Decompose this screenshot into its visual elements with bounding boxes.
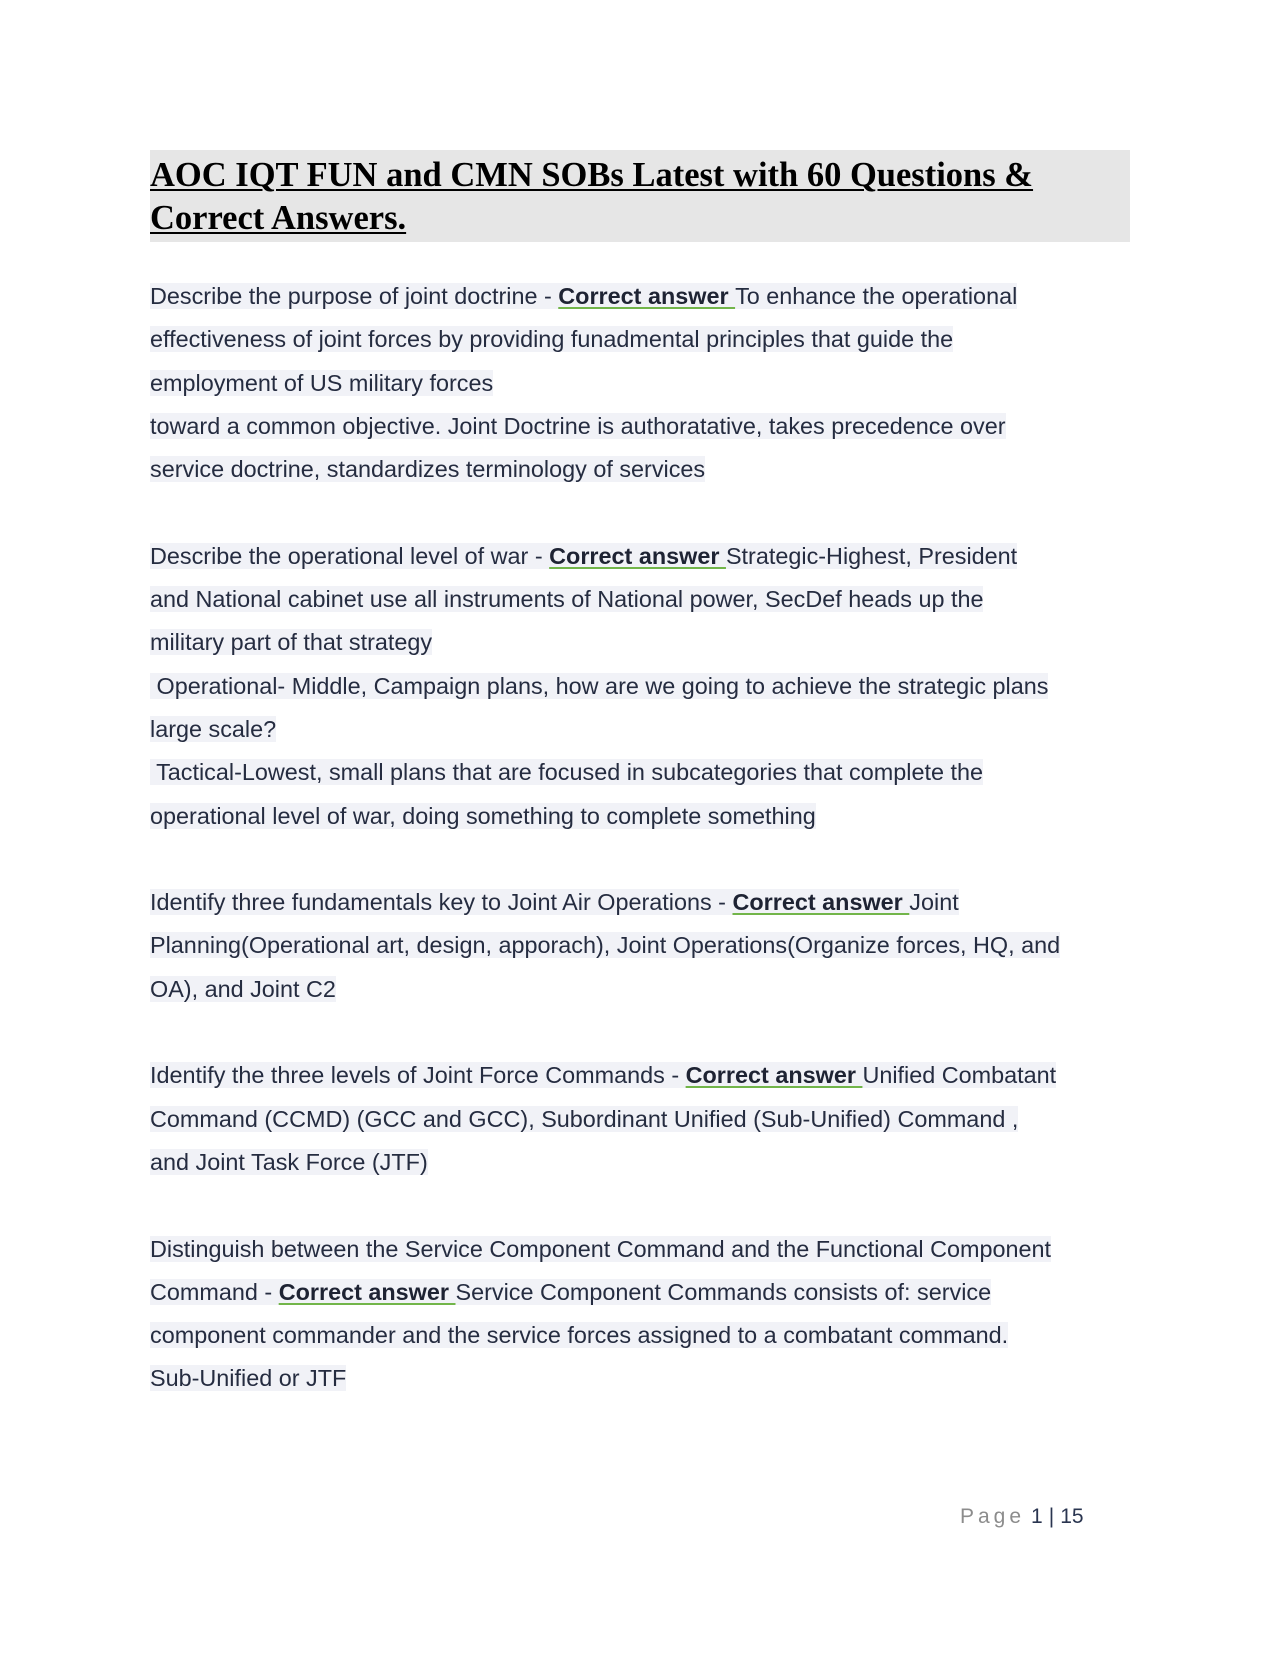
qa-answer-line: operational level of war, doing something to complete something [150,802,816,829]
qa-answer-start: Service Component Commands consists of: service [455,1278,992,1305]
qa-question-continued: Command - [150,1278,279,1305]
document-title-line-2: Correct Answers. [150,199,407,237]
correct-answer-label: Correct answer [685,1062,863,1089]
qa-answer-line: Operational- Middle, Campaign plans, how are we going to achieve the strategic plans [150,672,1049,699]
qa-answer-line: OA), and Joint C2 [150,975,336,1002]
page-separator: | [1048,1505,1055,1528]
current-page-number: 1 [1031,1505,1043,1528]
qa-answer-line: Sub-Unified or JTF [150,1365,347,1392]
qa-answer-line: employment of US military forces [150,369,494,396]
qa-question: Identify three fundamentals key to Joint Air Operations - [150,889,733,916]
qa-answer-line: effectiveness of joint forces by providing funadmental principles that guide the [150,326,954,353]
qa-first-line [150,535,1130,578]
qa-answer-line: Planning(Operational art, design, apporach), Joint Operations(Organize forces, HQ, and [150,932,1061,959]
correct-answer-label: Correct answer [732,889,910,916]
qa-answer-line: and Joint Task Force (JTF) [150,1148,428,1175]
page-word: Page [960,1505,1026,1528]
qa-first-line [150,1271,1130,1314]
qa-question: Describe the purpose of joint doctrine - [150,283,559,309]
qa-answer-line: component commander and the service forces assigned to a combatant command. [150,1322,1009,1349]
document-title-block [150,150,1130,242]
qa-answer-start: Unified Combatant [862,1062,1057,1089]
correct-answer-label: Correct answer [278,1278,456,1305]
qa-item [150,275,1130,491]
qa-list [150,275,1130,1444]
correct-answer-label: Correct answer [558,283,736,309]
qa-answer-line: military part of that strategy [150,629,433,656]
qa-answer-start: Strategic-Highest, President [725,542,1018,569]
qa-question: Identify the three levels of Joint Force Commands - [150,1062,686,1089]
qa-answer-line: large scale? [150,715,277,742]
qa-first-line [150,1054,1130,1097]
qa-answer-line: service doctrine, standardizes terminology of services [150,456,706,483]
qa-answer-start: Joint [909,889,959,916]
qa-question: Describe the operational level of war - [150,542,550,569]
qa-item [150,881,1130,1011]
qa-answer-start: To enhance the operational [735,283,1018,309]
qa-first-line [150,275,1130,318]
qa-answer-line: Tactical-Lowest, small plans that are focused in subcategories that complete the [150,759,983,786]
qa-item [150,535,1130,838]
qa-item [150,1054,1130,1184]
qa-question: Distinguish between the Service Component Command and the Functional Component [150,1235,1052,1262]
qa-question-line [150,1228,1130,1271]
qa-first-line [150,881,1130,924]
qa-answer-line: toward a common objective. Joint Doctrine is authoratative, takes precedence over [150,412,1006,439]
total-page-count: 15 [1060,1505,1084,1528]
document-title [150,154,1130,240]
qa-answer-line: Command (CCMD) (GCC and GCC), Subordinant Unified (Sub-Unified) Command , [150,1105,1019,1132]
qa-answer-line: and National cabinet use all instruments of National power, SecDef heads up the [150,586,984,613]
qa-item [150,1228,1130,1401]
document-title-line-1: AOC IQT FUN and CMN SOBs Latest with 60 Questions & [150,156,1034,194]
correct-answer-label: Correct answer [549,542,726,569]
page-number-footer [960,1505,1084,1529]
